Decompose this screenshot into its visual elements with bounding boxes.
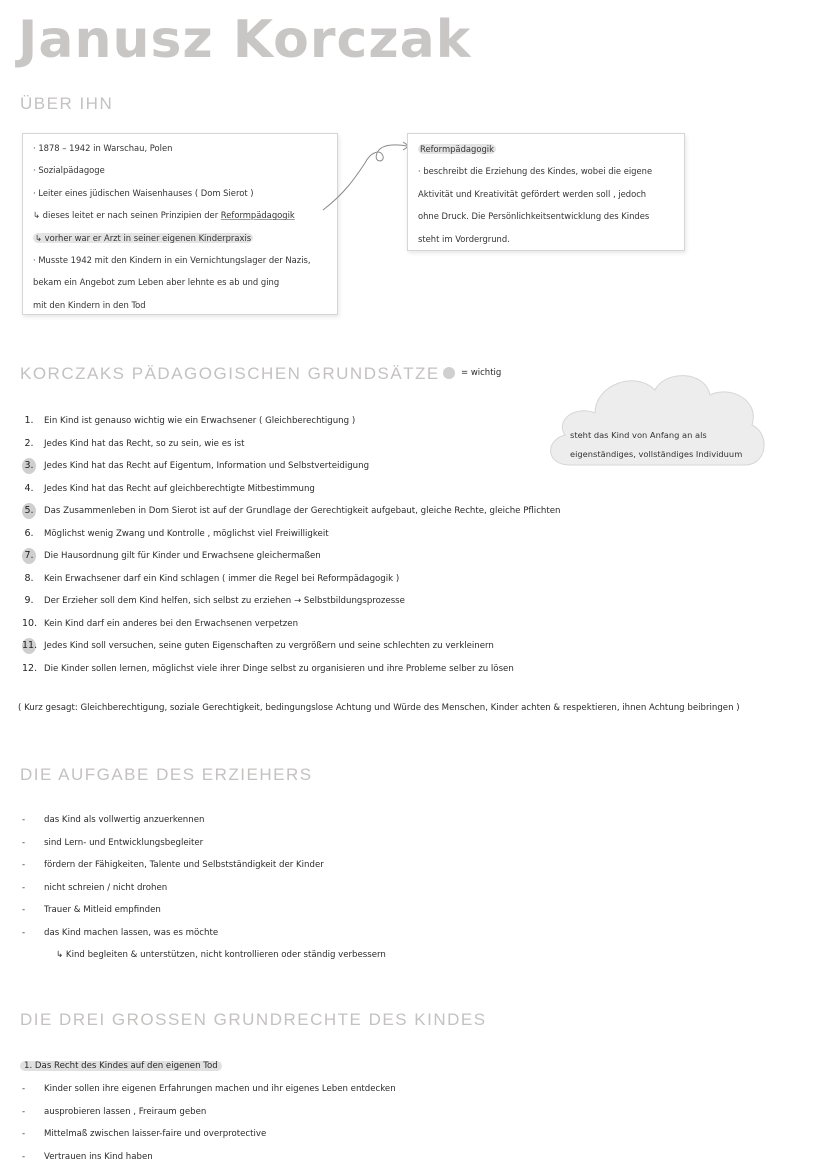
legend-label: = wichtig — [461, 368, 502, 378]
bullet-dash-icon: - — [22, 1151, 26, 1162]
page-title: Janusz Korczak — [18, 10, 472, 70]
list-item: - Mittelmaß zwischen laisser-faire und overprotective — [44, 1126, 396, 1149]
list-item: - Trauer & Mitleid empfinden — [44, 902, 386, 925]
about-item-reform: ↳ dieses leitet er nach seinen Prinzipien der Reformpädagogik — [33, 210, 295, 221]
bullet-dash-icon: - — [22, 1129, 26, 1139]
about-item: ↳ vorher war er Arzt in seiner eigenen Kinderpraxis — [35, 232, 252, 243]
list-item: 8. Kein Erwachsener darf ein Kind schlagen ( immer die Regel bei Reformpädagogik ) — [24, 572, 400, 584]
about-box — [22, 133, 338, 315]
reform-line: steht im Vordergrund. — [418, 233, 510, 244]
rights-heading: DIE DREI GROSSEN GRUNDRECHTE DES KINDES — [20, 1010, 487, 1029]
cloud-note — [540, 365, 772, 475]
bullet-dash-icon: - — [22, 860, 26, 870]
reform-title: Reformpädagogik — [420, 144, 494, 154]
list-item: 7. Die Hausordnung gilt für Kinder und Erwachsene gleichermaßen — [44, 548, 560, 571]
about-item: · Leiter eines jüdischen Waisenhauses ( Dom Sierot ) — [33, 187, 254, 198]
rights-sublist — [22, 1081, 396, 1171]
reform-line: Aktivität und Kreativität gefördert werden soll , jedoch — [418, 188, 647, 199]
bullet-dash-icon: - — [22, 927, 26, 938]
reform-link-word: Reformpädagogik — [220, 210, 295, 221]
list-item: 5. Das Zusammenleben in Dom Sierot ist auf der Grundlage der Gerechtigkeit aufgebaut, gleiche Rechte, gleiche Pflichten — [44, 503, 560, 526]
bullet-dash-icon: - — [22, 1106, 26, 1117]
about-item: · Sozialpädagoge — [33, 165, 105, 176]
list-subitem: ↳ Kind begleiten & unterstützen, nicht kontrollieren oder ständig verbessern — [56, 950, 386, 960]
bullet-dash-icon: - — [22, 882, 26, 893]
about-item: mit den Kindern in den Tod — [33, 299, 146, 310]
list-item: 1. Ein Kind ist genauso wichtig wie ein Erwachsener ( Gleichberechtigung ) — [24, 415, 356, 426]
about-item: · 1878 – 1942 in Warschau, Polen — [33, 143, 173, 153]
reform-box — [407, 133, 685, 251]
list-item: 9. Der Erzieher soll dem Kind helfen, sich selbst zu erziehen → Selbstbildungsprozesse — [24, 595, 405, 606]
list-item: - das Kind als vollwertig anzuerkennen — [44, 812, 386, 835]
reform-line: ohne Druck. Die Persönlichkeitsentwicklung des Kindes — [418, 211, 650, 222]
tasks-list — [22, 812, 386, 970]
tasks-heading: DIE AUFGABE DES ERZIEHERS — [20, 765, 313, 784]
list-item: - fördern der Fähigkeiten, Talente und Selbstständigkeit der Kinder — [44, 857, 386, 880]
list-item: 3. Jedes Kind hat das Recht auf Eigentum, Information und Selbstverteidigung — [44, 458, 560, 481]
cloud-text: steht das Kind von Anfang an als eigenständiges, vollständiges Individuum — [570, 430, 743, 459]
summary-text: ( Kurz gesagt: Gleichberechtigung, soziale Gerechtigkeit, bedingungslose Achtung und Würde des Menschen, Kinder achten & respektieren, ihnen Achtung beibringen ) — [18, 703, 740, 713]
about-item: · Musste 1942 mit den Kindern in ein Vernichtungslager der Nazis, — [33, 254, 311, 265]
about-heading: ÜBER IHN — [20, 94, 114, 113]
list-item: - nicht schreien / nicht drohen — [44, 880, 386, 903]
connector-arrow — [315, 138, 415, 218]
bullet-dash-icon: - — [22, 1084, 26, 1094]
list-item: 11. Jedes Kind soll versuchen, seine guten Eigenschaften zu vergrößern und seine schlechten zu verkleinern — [44, 638, 560, 661]
legend — [443, 367, 501, 379]
list-item: - ausprobieren lassen , Freiraum geben — [44, 1104, 396, 1127]
list-item: 6. Möglichst wenig Zwang und Kontrolle , möglichst viel Freiwilligkeit — [24, 527, 329, 539]
about-item: bekam ein Angebot zum Leben aber lehnte es ab und ging — [33, 277, 280, 288]
list-item: - Vertrauen ins Kind haben — [44, 1149, 396, 1171]
bullet-dash-icon: - — [22, 837, 26, 848]
principles-heading: KORCZAKS PÄDAGOGISCHEN GRUNDSÄTZE — [20, 364, 440, 383]
list-item: 10. Kein Kind darf ein anderes bei den Erwachsenen verpetzen — [22, 617, 299, 629]
reform-line: · beschreibt die Erziehung des Kindes, wobei die eigene — [418, 166, 653, 177]
important-dot-icon — [443, 367, 455, 379]
list-item: - das Kind machen lassen, was es möchte — [44, 925, 386, 948]
principles-list — [22, 413, 561, 683]
list-item: 2. Jedes Kind hat das Recht, so zu sein, wie es ist — [24, 437, 245, 449]
list-item-first: 1. Das Recht des Kindes auf den eigenen Tod — [20, 1058, 222, 1081]
list-item: 4. Jedes Kind hat das Recht auf gleichberechtigte Mitbestimmung — [24, 482, 315, 494]
list-item: 12. Die Kinder sollen lernen, möglichst viele ihrer Dinge selbst zu organisieren und ihre Probleme selber zu lösen — [22, 662, 514, 674]
bullet-dash-icon: - — [22, 815, 26, 825]
list-item: - Kinder sollen ihre eigenen Erfahrungen machen und ihr eigenes Leben entdecken — [44, 1081, 396, 1104]
list-item: - sind Lern- und Entwicklungsbegleiter — [44, 835, 386, 858]
rights-list — [20, 1058, 222, 1081]
bullet-dash-icon: - — [22, 905, 26, 915]
